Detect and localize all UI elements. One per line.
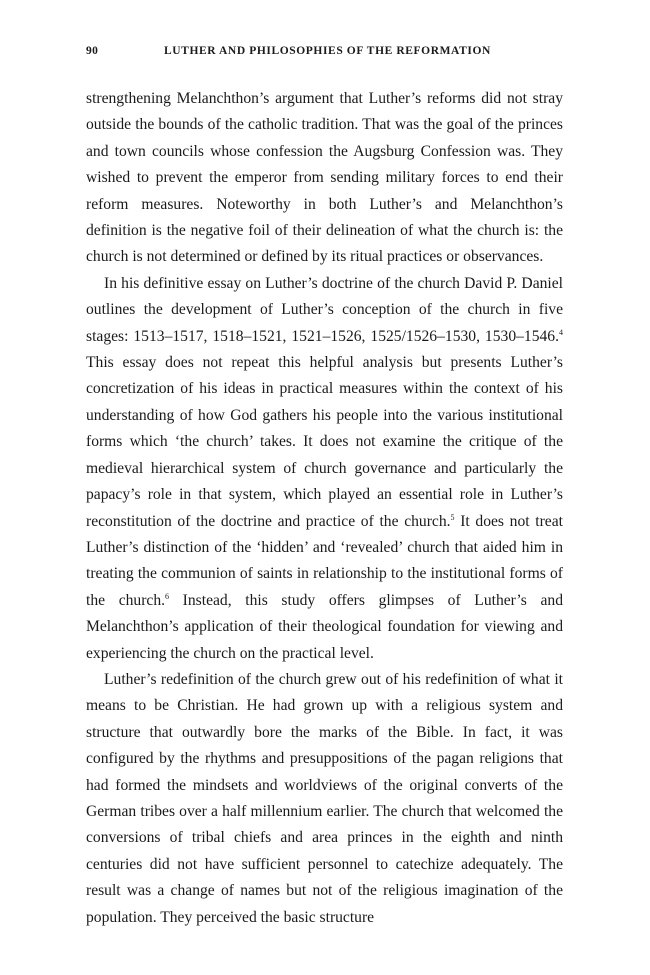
paragraph-3: Luther’s redefinition of the church grew out of his redefinition of what it means to be Christian. He had grown up with a religious system and structure that outwardly bore the marks of the Bible. In fact, it was configured by the rhythms and presuppositions of the pagan religions that had formed the mindsets and worldviews of the original converts of the German tribes over a half millennium earlier. The church that welcomed the conversions of tribal chiefs and area princes in the eighth and ninth centuries did not have sufficient personnel to catechize adequately. The result was a change of names but not of the religious imagination of the population. They perceived the basic structure bbox=[86, 670, 563, 926]
paragraph-2-part-4: Instead, this study offers glimpses of Luther’s and Melanchthon’s application of their theological foundation for viewing and experiencing the church on the practical level. bbox=[86, 591, 563, 662]
footnote-ref-6: 6 bbox=[165, 591, 170, 601]
paragraph-2-part-1: In his definitive essay on Luther’s doctrine of the church David P. Daniel outlines the development of Luther’s conception of the church in five stages: 1513–1517, 1518–1521, 1521–1526, 1525/1526–1530, 1530–1546. bbox=[86, 274, 563, 345]
body-text bbox=[86, 86, 563, 931]
paragraph-1: strengthening Melanchthon’s argument that Luther’s reforms did not stray outside the bounds of the catholic tradition. That was the goal of the princes and town councils whose confession the Augsburg Confession was. They wished to prevent the emperor from sending military forces to end their reform measures. Noteworthy in both Luther’s and Melanchthon’s definition is the negative foil of their delineation of what the church is: the church is not determined or defined by its ritual practices or observances. bbox=[86, 90, 563, 266]
paragraph-2-part-2: This essay does not repeat this helpful analysis but presents Luther’s concretization of his ideas in practical measures within the context of his understanding of how God gathers his people into the various institutional forms which ‘the church’ takes. It does not examine the critique of the medieval hierarchical system of church governance and particularly the papacy’s role in that system, which played an essential role in Luther’s reconstitution of the doctrine and practice of the church. bbox=[86, 354, 563, 530]
paragraph-2 bbox=[86, 271, 563, 667]
page-number: 90 bbox=[86, 45, 99, 57]
running-head bbox=[86, 45, 563, 63]
footnote-ref-4: 4 bbox=[559, 327, 563, 337]
paragraph-2-part-3: It does not treat Luther’s distinction of the ‘hidden’ and ‘revealed’ church that aided him in treating the communion of saints in relationship to the institutional forms of the church. bbox=[86, 512, 563, 609]
running-title: LUTHER AND PHILOSOPHIES OF THE REFORMATION bbox=[164, 45, 491, 57]
footnote-ref-5: 5 bbox=[450, 512, 455, 522]
